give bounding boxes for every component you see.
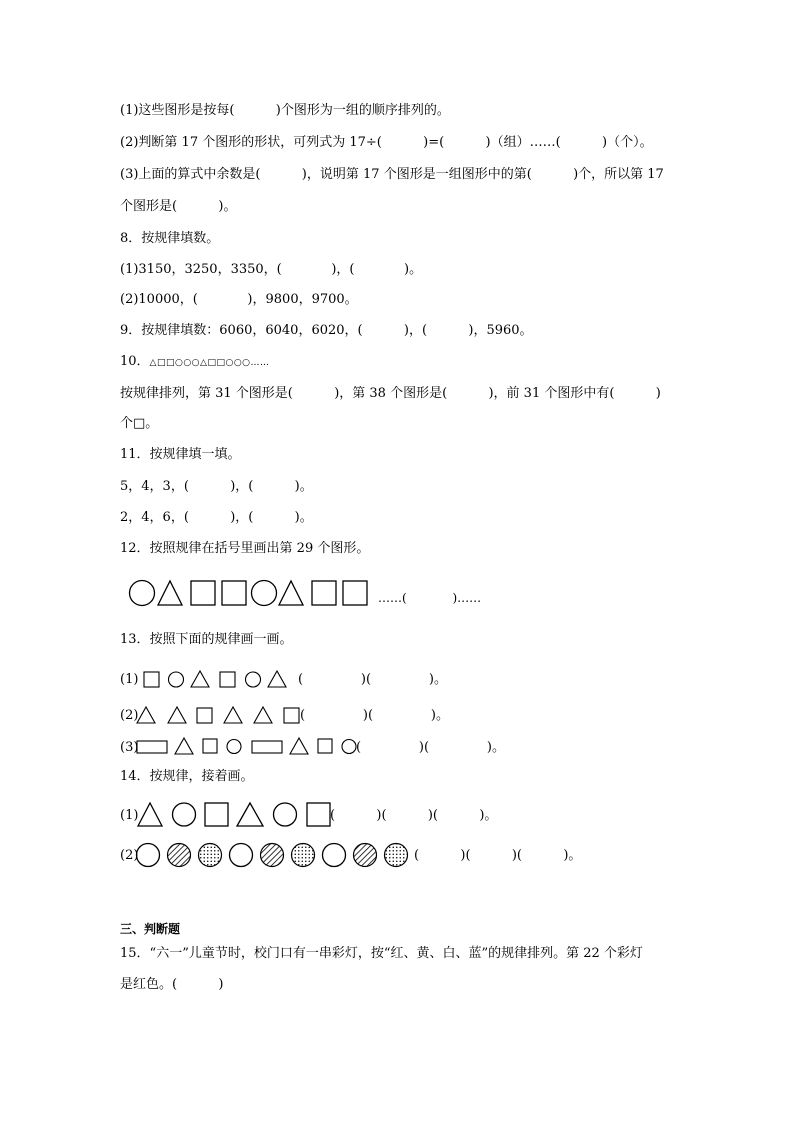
- q14-part1-blanks: ( )( )( )。: [330, 808, 498, 823]
- square-icon: [222, 581, 246, 605]
- triangle-icon: [224, 707, 242, 723]
- circle-icon: [230, 844, 253, 867]
- circle-icon: [137, 844, 160, 867]
- circle-icon: [130, 581, 155, 606]
- q14-part1-shapes: [137, 801, 333, 829]
- rectangle-icon: [137, 741, 167, 753]
- triangle-icon: [279, 581, 303, 605]
- q10-title: [120, 354, 270, 371]
- rectangle-icon: [252, 741, 282, 753]
- q13-part1-label: (1): [120, 672, 139, 687]
- q13-part3-label: (3): [120, 740, 139, 755]
- q15-line2: 是红色。( ): [120, 977, 224, 992]
- q9: 9．按规律填数：6060，6040，6020，( )，( )，5960。: [120, 323, 533, 338]
- dotted-circle-icon: [292, 844, 315, 867]
- dotted-circle-icon: [199, 844, 222, 867]
- q15-line1: 15．“六一”儿童节时，校门口有一串彩灯，按“红、黄、白、蓝”的规律排列。第 22 个彩灯: [120, 946, 643, 961]
- q10-line1: 按规律排列，第 31 个图形是( )，第 38 个图形是( )，前 31 个图形中有( ): [120, 386, 661, 401]
- circle-icon: [342, 740, 356, 754]
- hatched-circle-icon: [354, 844, 377, 867]
- circle-icon: [323, 844, 346, 867]
- triangle-icon: [237, 803, 263, 826]
- square-icon: [197, 708, 212, 723]
- square-icon: [343, 581, 367, 605]
- circle-icon: [227, 740, 241, 754]
- triangle-icon: [254, 707, 272, 723]
- q14-part2-blanks: ( )( )( )。: [414, 848, 582, 863]
- q10-sequence: △□□○○○△□□○○○……: [149, 358, 270, 368]
- q7-part1: (1)这些图形是按每( )个图形为一组的顺序排列的。: [120, 103, 450, 118]
- triangle-icon: [268, 671, 286, 687]
- triangle-icon: [191, 671, 209, 687]
- q13-part2-blanks: ( )( )。: [300, 708, 449, 723]
- triangle-icon: [138, 803, 162, 826]
- circle-icon: [274, 803, 297, 826]
- q11-part2: 2，4，6，( )，( )。: [120, 510, 313, 525]
- q14-part1-label: (1): [120, 808, 139, 823]
- circle-icon: [252, 581, 277, 606]
- q7-part3-line2: 个图形是( )。: [120, 199, 237, 214]
- q14-part2-shapes: [136, 842, 412, 870]
- q14-part2-label: (2): [120, 848, 139, 863]
- square-icon: [318, 739, 332, 753]
- q8-part1: (1)3150，3250，3350，( )，( )。: [120, 262, 423, 277]
- square-icon: [307, 803, 330, 826]
- square-icon: [312, 581, 336, 605]
- hatched-circle-icon: [261, 844, 284, 867]
- square-icon: [144, 672, 159, 687]
- hatched-circle-icon: [168, 844, 191, 867]
- q13-part2-label: (2): [120, 708, 139, 723]
- q13-title: 13．按照下面的规律画一画。: [120, 632, 293, 647]
- q12-answer-blank: ……( )……: [378, 591, 482, 605]
- q10-line2: 个□。: [120, 416, 159, 431]
- square-icon: [284, 708, 299, 723]
- triangle-icon: [168, 707, 186, 723]
- square-icon: [205, 803, 228, 826]
- section-3-heading: 三、判断题: [120, 922, 181, 936]
- triangle-icon: [158, 581, 182, 605]
- q12-title: 12．按照规律在括号里画出第 29 个图形。: [120, 541, 370, 556]
- square-icon: [191, 581, 215, 605]
- q7-part2: (2)判断第 17 个图形的形状，可列式为 17÷( )=( )（组）……( )（个）。: [120, 135, 653, 150]
- q13-part3-shapes: [136, 737, 360, 757]
- triangle-icon: [175, 738, 193, 754]
- q13-part1-blanks: ( )( )。: [298, 672, 447, 687]
- circle-icon: [169, 672, 184, 687]
- dotted-circle-icon: [385, 844, 408, 867]
- q13-part3-blanks: ( )( )。: [356, 740, 505, 755]
- q10-number: 10．: [120, 354, 150, 369]
- square-icon: [203, 739, 217, 753]
- circle-icon: [173, 803, 196, 826]
- q7-part3-line1: (3)上面的算式中余数是( )，说明第 17 个图形是一组图形中的第( )个，所以第 17: [120, 167, 664, 182]
- triangle-icon: [290, 738, 308, 754]
- q14-title: 14．按规律，接着画。: [120, 769, 254, 784]
- q8-part2: (2)10000，( )，9800，9700。: [120, 292, 358, 307]
- circle-icon: [246, 672, 261, 687]
- q13-part1-shapes: [142, 670, 292, 690]
- q8-title: 8．按规律填数。: [120, 231, 220, 246]
- q13-part2-shapes: [136, 706, 302, 726]
- square-icon: [220, 672, 235, 687]
- q12-shape-row: [128, 579, 373, 607]
- q11-title: 11．按规律填一填。: [120, 447, 241, 462]
- q11-part1: 5，4，3，( )，( )。: [120, 479, 313, 494]
- triangle-icon: [137, 707, 155, 723]
